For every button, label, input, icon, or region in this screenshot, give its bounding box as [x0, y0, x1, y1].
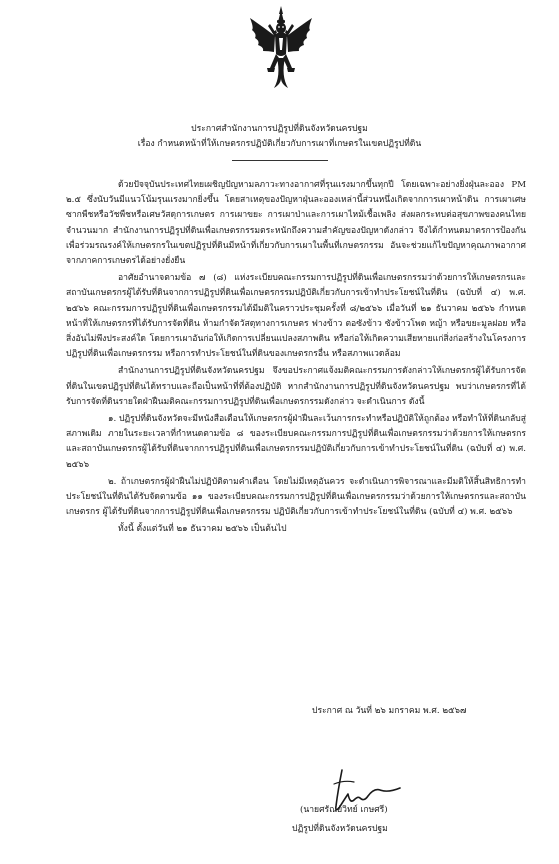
announcement-body — [66, 178, 526, 538]
signer-position: ปฏิรูปที่ดินจังหวัดนครปฐม — [292, 824, 388, 834]
signer-name: (นายศรัณย์วิทย์ เกษศรี) — [300, 805, 388, 815]
announced-date: ประกาศ ณ วันที่ ๒๖ มกราคม พ.ศ. ๒๕๖๗ — [312, 706, 467, 716]
announcement-heading — [40, 122, 519, 152]
measure-item-2: ๒. ถ้าเกษตรกรผู้ฝ่าฝืนไม่ปฏิบัติตามคำเตือน โดยไม่มีเหตุอันควร จะดำเนินการพิจารณาและมีมติให้สิ้นสิทธิการทำประโยชน์ในที่ดินได้รับจัดตามข้อ ๑๑ ของระเบียบคณะกรรมการปฏิรูปที่ดินเพื่อเกษตรกรรมว่าด้วยการให้เกษตรกรและสถาบันเกษตรกร ผู้ได้รับที่ดินจากการปฏิรูปที่ดินเพื่อเกษตรกรรม ปฏิบัติเกี่ยวกับการเข้าทำประโยชน์ในที่ดิน (ฉบับที่ ๔) พ.ศ. ๒๕๖๖ — [66, 476, 526, 518]
issuer-title: ประกาศสำนักงานการปฏิรูปที่ดินจังหวัดนครปฐม — [191, 124, 368, 134]
heading-divider — [232, 160, 328, 161]
paragraph-notice: สำนักงานการปฏิรูปที่ดินจังหวัดนครปฐม จึงขอประกาศแจ้งมติคณะกรรมการดังกล่าวให้เกษตรกรผู้ได้รับการจัดที่ดินในเขตปฏิรูปที่ดินได้ทราบและถือเป็นหน้าที่ที่ต้องปฏิบัติ หากสำนักงานการปฏิรูปที่ดินจังหวัดนครปฐม พบว่าเกษตรกรที่ได้รับการจัดที่ดินรายใดฝ่าฝืนมติคณะกรรมการปฏิรูปที่ดินเพื่อเกษตรกรรมดังกล่าว จะดำเนินการ ดังนี้ — [66, 366, 526, 407]
subject-line: เรื่อง กำหนดหน้าที่ให้เกษตรกรปฏิบัติเกี่ยวกับการเผาที่เกษตรในเขตปฏิรูปที่ดิน — [137, 139, 422, 150]
paragraph-background: ด้วยปัจจุบันประเทศไทยเผชิญปัญหามลภาวะทางอากาศที่รุนแรงมากขึ้นทุกปี โดยเฉพาะอย่างยิ่งฝุ่นละออง PM ๒.๕ ซึ่งนับวันมีแนวโน้มรุนแรงมากยิ่งขึ้น โดยสาเหตุของปัญหาฝุ่นละอองเหล่านี้ส่วนหนึ่งเกิดจากการเผาหน้าดิน การเผาเศษซากพืชหรือวัชพืชหรือเศษวัสดุการเกษตร การเผาขยะ การเผาป่าและการเผาไหม้เชื้อเพลิง ส่งผลกระทบต่อสุขภาพของคนไทยจำนวนมาก สำนักงานการปฏิรูปที่ดินเพื่อเกษตรกรรมตระหนักถึงความสำคัญของปัญหาดังกล่าว จึงได้กำหนดมาตรการป้องกัน เพื่อร่วมรณรงค์ให้เกษตรกรในเขตปฏิรูปที่ดินมีหน้าที่เกี่ยวกับการเผาในพื้นที่เกษตรกรรม อันจะช่วยแก้ไขปัญหาคุณภาพอากาศจากภาคการเกษตรได้อย่างยั่งยืน — [66, 180, 526, 267]
paragraph-authority: อาศัยอำนาจตามข้อ ๗ (๘) แห่งระเบียบคณะกรรมการปฏิรูปที่ดินเพื่อเกษตรกรรมว่าด้วยการให้เกษตรกรและสถาบันเกษตรกรผู้ได้รับที่ดินจากการปฏิรูปที่ดินเพื่อเกษตรกรรมปฏิบัติเกี่ยวกับการเข้าทำประโยชน์ในที่ดิน (ฉบับที่ ๔) พ.ศ. ๒๕๖๖ คณะกรรมการปฏิรูปที่ดินเพื่อเกษตรกรรมได้มีมติในคราวประชุมครั้งที่ ๘/๒๕๖๖ เมื่อวันที่ ๒๑ ธันวาคม ๒๕๖๖ กำหนดหน้าที่ให้เกษตรกรที่ได้รับการจัดที่ดิน ห้ามกำจัดวัสดุทางการเกษตร ฟางข้าว ตอซังข้าว ซังข้าวโพด หญ้า หรือขยะมูลฝอย หรือสิ่งอันไม่พึงประสงค์ใด โดยการเผาอันก่อให้เกิดการเปลี่ยนแปลงสภาพดิน หรือก่อให้เกิดความเสียหายแก่สิ่งก่อสร้างในโครงการปฏิรูปที่ดินเพื่อเกษตรกรรม หรือการทำประโยชน์ในที่ดินของเกษตรกรอื่น หรือสภาพแวดล้อม — [66, 273, 526, 360]
measure-item-1: ๑. ปฏิรูปที่ดินจังหวัดจะมีหนังสือเตือนให้เกษตรกรผู้ฝ่าฝืนละเว้นการกระทำหรือปฏิบัติให้ถูกต้อง หรือทำให้ที่ดินกลับสู่สภาพเดิม ภายในระยะเวลาที่กำหนดตามข้อ ๘ ของระเบียบคณะกรรมการปฏิรูปที่ดินเพื่อเกษตรกรรมว่าด้วยการให้เกษตรกรและสถาบันเกษตรกรผู้ได้รับที่ดินจากการปฏิรูปที่ดินเพื่อเกษตรกรรมปฏิบัติเกี่ยวกับการเข้าทำประโยชน์ในที่ดิน (ฉบับที่ ๔) พ.ศ. ๒๕๖๖ — [66, 414, 526, 470]
effective-date-line: ทั้งนี้ ตั้งแต่วันที่ ๒๑ ธันวาคม ๒๕๖๖ เป็นต้นไป — [118, 524, 287, 535]
garuda-emblem-icon — [248, 6, 314, 90]
